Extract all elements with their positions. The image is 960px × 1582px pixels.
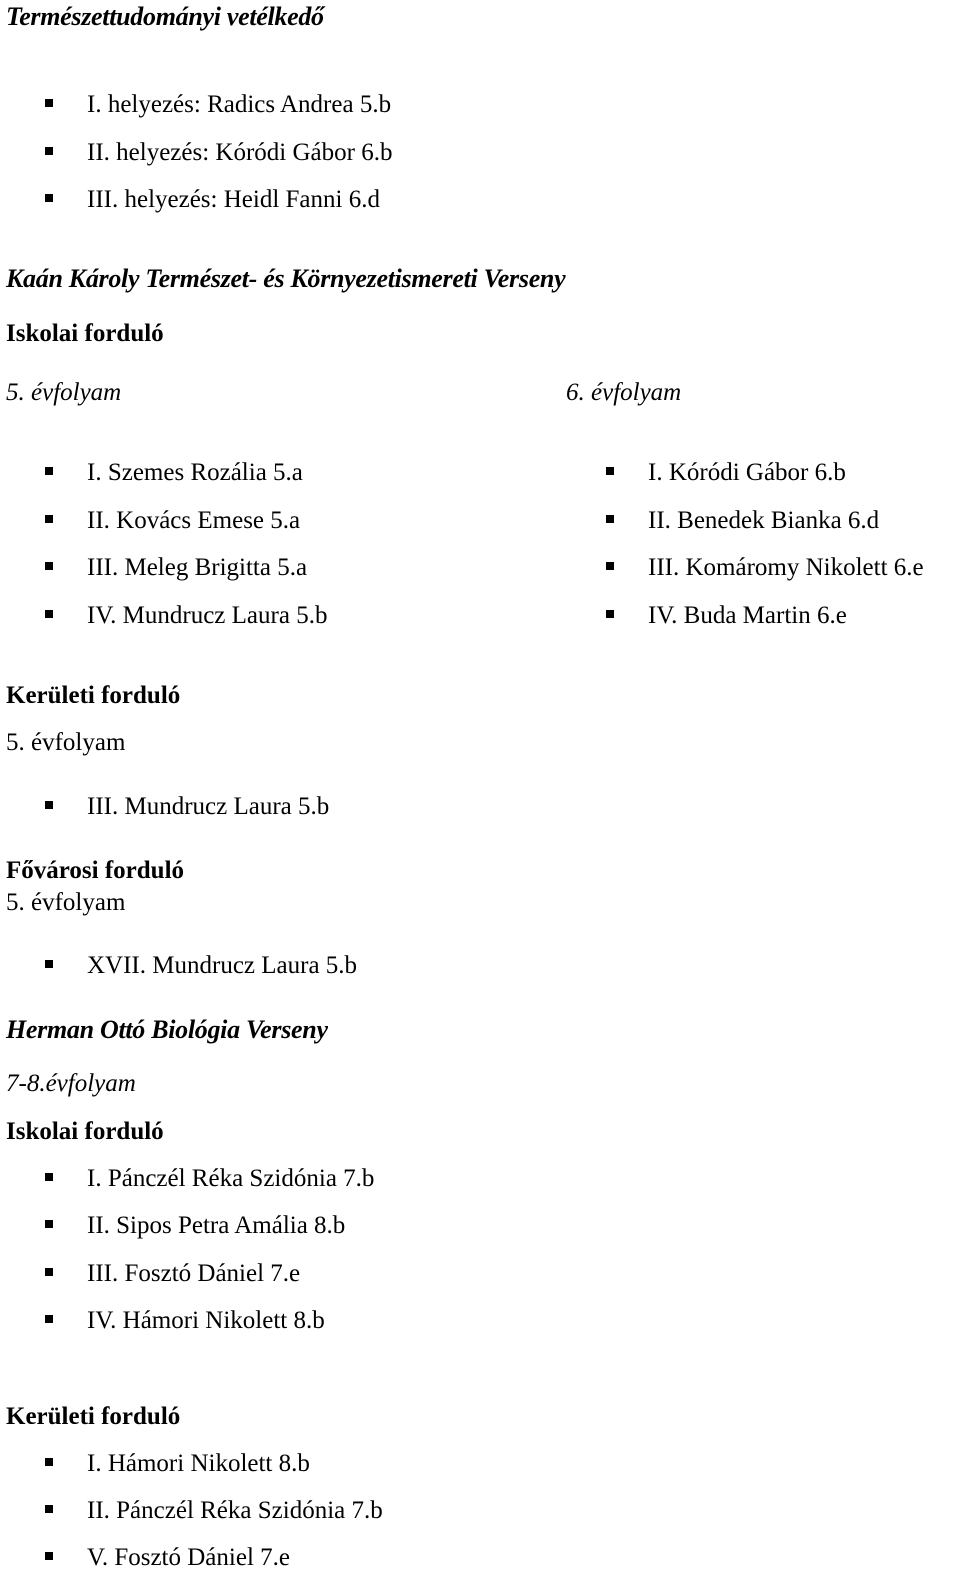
- list-item: II. Sipos Petra Amália 8.b: [87, 1212, 346, 1239]
- list-item: II. Kovács Emese 5.a: [87, 507, 301, 534]
- bullet-icon: [45, 1505, 53, 1513]
- list-item: IV. Mundrucz Laura 5.b: [87, 602, 328, 629]
- bullet-icon: [45, 147, 53, 155]
- list-item: III. Mundrucz Laura 5.b: [87, 793, 330, 820]
- bullet-icon: [45, 99, 53, 107]
- bullet-icon: [45, 801, 53, 809]
- grade-heading: 5. évfolyam: [6, 729, 126, 756]
- grade-heading: 5. évfolyam: [6, 379, 122, 406]
- list-item: IV. Hámori Nikolett 8.b: [87, 1307, 325, 1334]
- list-item: XVII. Mundrucz Laura 5.b: [87, 952, 358, 979]
- list-item: I. Hámori Nikolett 8.b: [87, 1450, 310, 1477]
- list-item: V. Fosztó Dániel 7.e: [87, 1544, 290, 1571]
- bullet-icon: [45, 194, 53, 202]
- bullet-icon: [45, 1173, 53, 1181]
- list-item: II. helyezés: Kóródi Gábor 6.b: [87, 139, 393, 166]
- bullet-icon: [606, 467, 614, 475]
- section-title-kaan-karoly: Kaán Károly Természet- és Környezetismereti Verseny: [6, 264, 566, 293]
- bullet-icon: [45, 1220, 53, 1228]
- grade-heading: 7-8.évfolyam: [6, 1070, 136, 1097]
- list-item: I. helyezés: Radics Andrea 5.b: [87, 91, 392, 118]
- list-item: I. Pánczél Réka Szidónia 7.b: [87, 1165, 375, 1192]
- list-item: II. Benedek Bianka 6.d: [648, 507, 880, 534]
- grade-heading: 5. évfolyam: [6, 889, 126, 916]
- grade-heading: 6. évfolyam: [566, 379, 682, 406]
- bullet-icon: [45, 467, 53, 475]
- bullet-icon: [45, 960, 53, 968]
- round-heading: Kerületi forduló: [6, 682, 181, 709]
- section-title-termeszettudomanyi: Természettudományi vetélkedő: [6, 2, 324, 31]
- list-item: III. Fosztó Dániel 7.e: [87, 1260, 301, 1287]
- bullet-icon: [45, 1268, 53, 1276]
- round-heading: Iskolai forduló: [6, 1118, 164, 1145]
- bullet-icon: [606, 562, 614, 570]
- bullet-icon: [45, 1458, 53, 1466]
- list-item: IV. Buda Martin 6.e: [648, 602, 847, 629]
- list-item: I. Kóródi Gábor 6.b: [648, 459, 846, 486]
- bullet-icon: [606, 515, 614, 523]
- list-item: I. Szemes Rozália 5.a: [87, 459, 303, 486]
- round-heading: Fővárosi forduló: [6, 857, 185, 884]
- round-heading: Kerületi forduló: [6, 1403, 181, 1430]
- list-item: II. Pánczél Réka Szidónia 7.b: [87, 1497, 383, 1524]
- round-heading: Iskolai forduló: [6, 320, 164, 347]
- list-item: III. Komáromy Nikolett 6.e: [648, 554, 924, 581]
- bullet-icon: [45, 515, 53, 523]
- bullet-icon: [45, 1552, 53, 1560]
- section-title-herman-otto: Herman Ottó Biológia Verseny: [6, 1015, 328, 1044]
- bullet-icon: [606, 610, 614, 618]
- list-item: III. Meleg Brigitta 5.a: [87, 554, 308, 581]
- list-item: III. helyezés: Heidl Fanni 6.d: [87, 186, 380, 213]
- bullet-icon: [45, 610, 53, 618]
- bullet-icon: [45, 1315, 53, 1323]
- bullet-icon: [45, 562, 53, 570]
